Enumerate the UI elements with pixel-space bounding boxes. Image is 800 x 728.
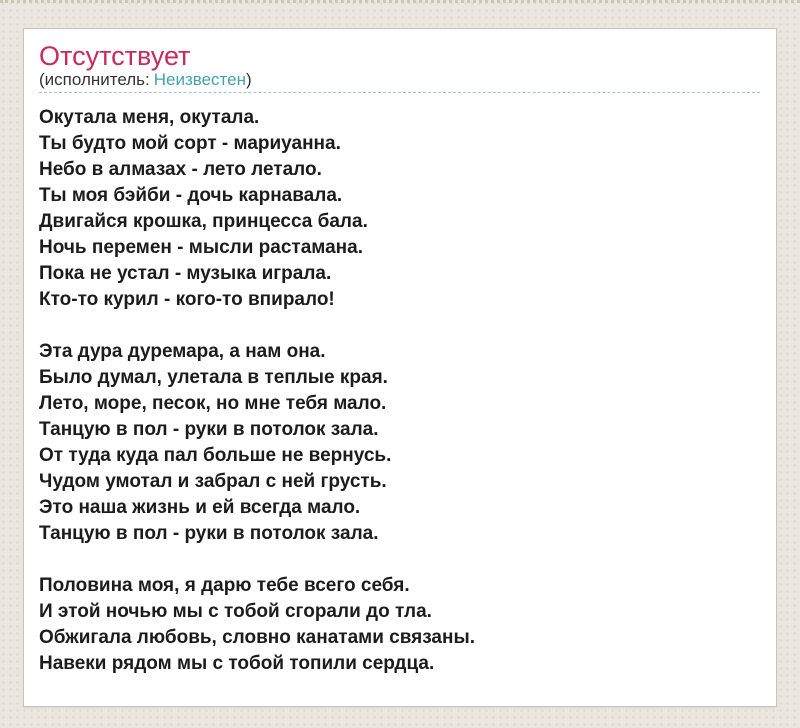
lyric-line: Ночь перемен - мысли растамана. (39, 237, 363, 258)
lyric-line: Эта дура дуремара, а нам она. (39, 341, 326, 362)
lyrics-text (39, 105, 760, 677)
artist-link[interactable]: Неизвестен (153, 70, 246, 89)
lyric-line: Танцую в пол - руки в потолок зала. (39, 523, 379, 544)
lyric-line: Обжигала любовь, словно канатами связаны. (39, 627, 475, 648)
lyrics-card (23, 28, 777, 707)
page-top-dotted-edge (0, 0, 800, 3)
lyric-line: Чудом умотал и забрал с ней грусть. (39, 471, 387, 492)
lyric-line: Окутала меня, окутала. (39, 107, 260, 128)
stanza-blank-line (39, 313, 760, 339)
lyric-line: Небо в алмазах - лето летало. (39, 159, 322, 180)
lyric-line: Пока не устал - музыка играла. (39, 263, 332, 284)
song-header (39, 43, 760, 93)
artist-row (39, 70, 760, 90)
stanza-blank-line (39, 547, 760, 573)
song-title: Отсутствует (39, 41, 191, 71)
lyric-line: Двигайся крошка, принцесса бала. (39, 211, 368, 232)
lyric-line: Ты моя бэйби - дочь карнавала. (39, 185, 343, 206)
lyric-line: Это наша жизнь и ей всегда мало. (39, 497, 361, 518)
lyric-line: Кто-то курил - кого-то впирало! (39, 289, 335, 310)
lyric-line: Лето, море, песок, но мне тебя мало. (39, 393, 387, 414)
lyric-line: И этой ночью мы с тобой сгорали до тла. (39, 601, 432, 622)
artist-label: (исполнитель: (39, 70, 150, 89)
lyric-line: Танцую в пол - руки в потолок зала. (39, 419, 379, 440)
lyric-line: От туда куда пал больше не вернусь. (39, 445, 392, 466)
artist-suffix: ) (246, 70, 252, 89)
lyric-line: Ты будто мой сорт - мариуанна. (39, 133, 341, 154)
lyric-line: Было думал, улетала в теплые края. (39, 367, 388, 388)
lyric-line: Половина моя, я дарю тебе всего себя. (39, 575, 410, 596)
lyric-line: Навеки рядом мы с тобой топили сердца. (39, 653, 435, 674)
